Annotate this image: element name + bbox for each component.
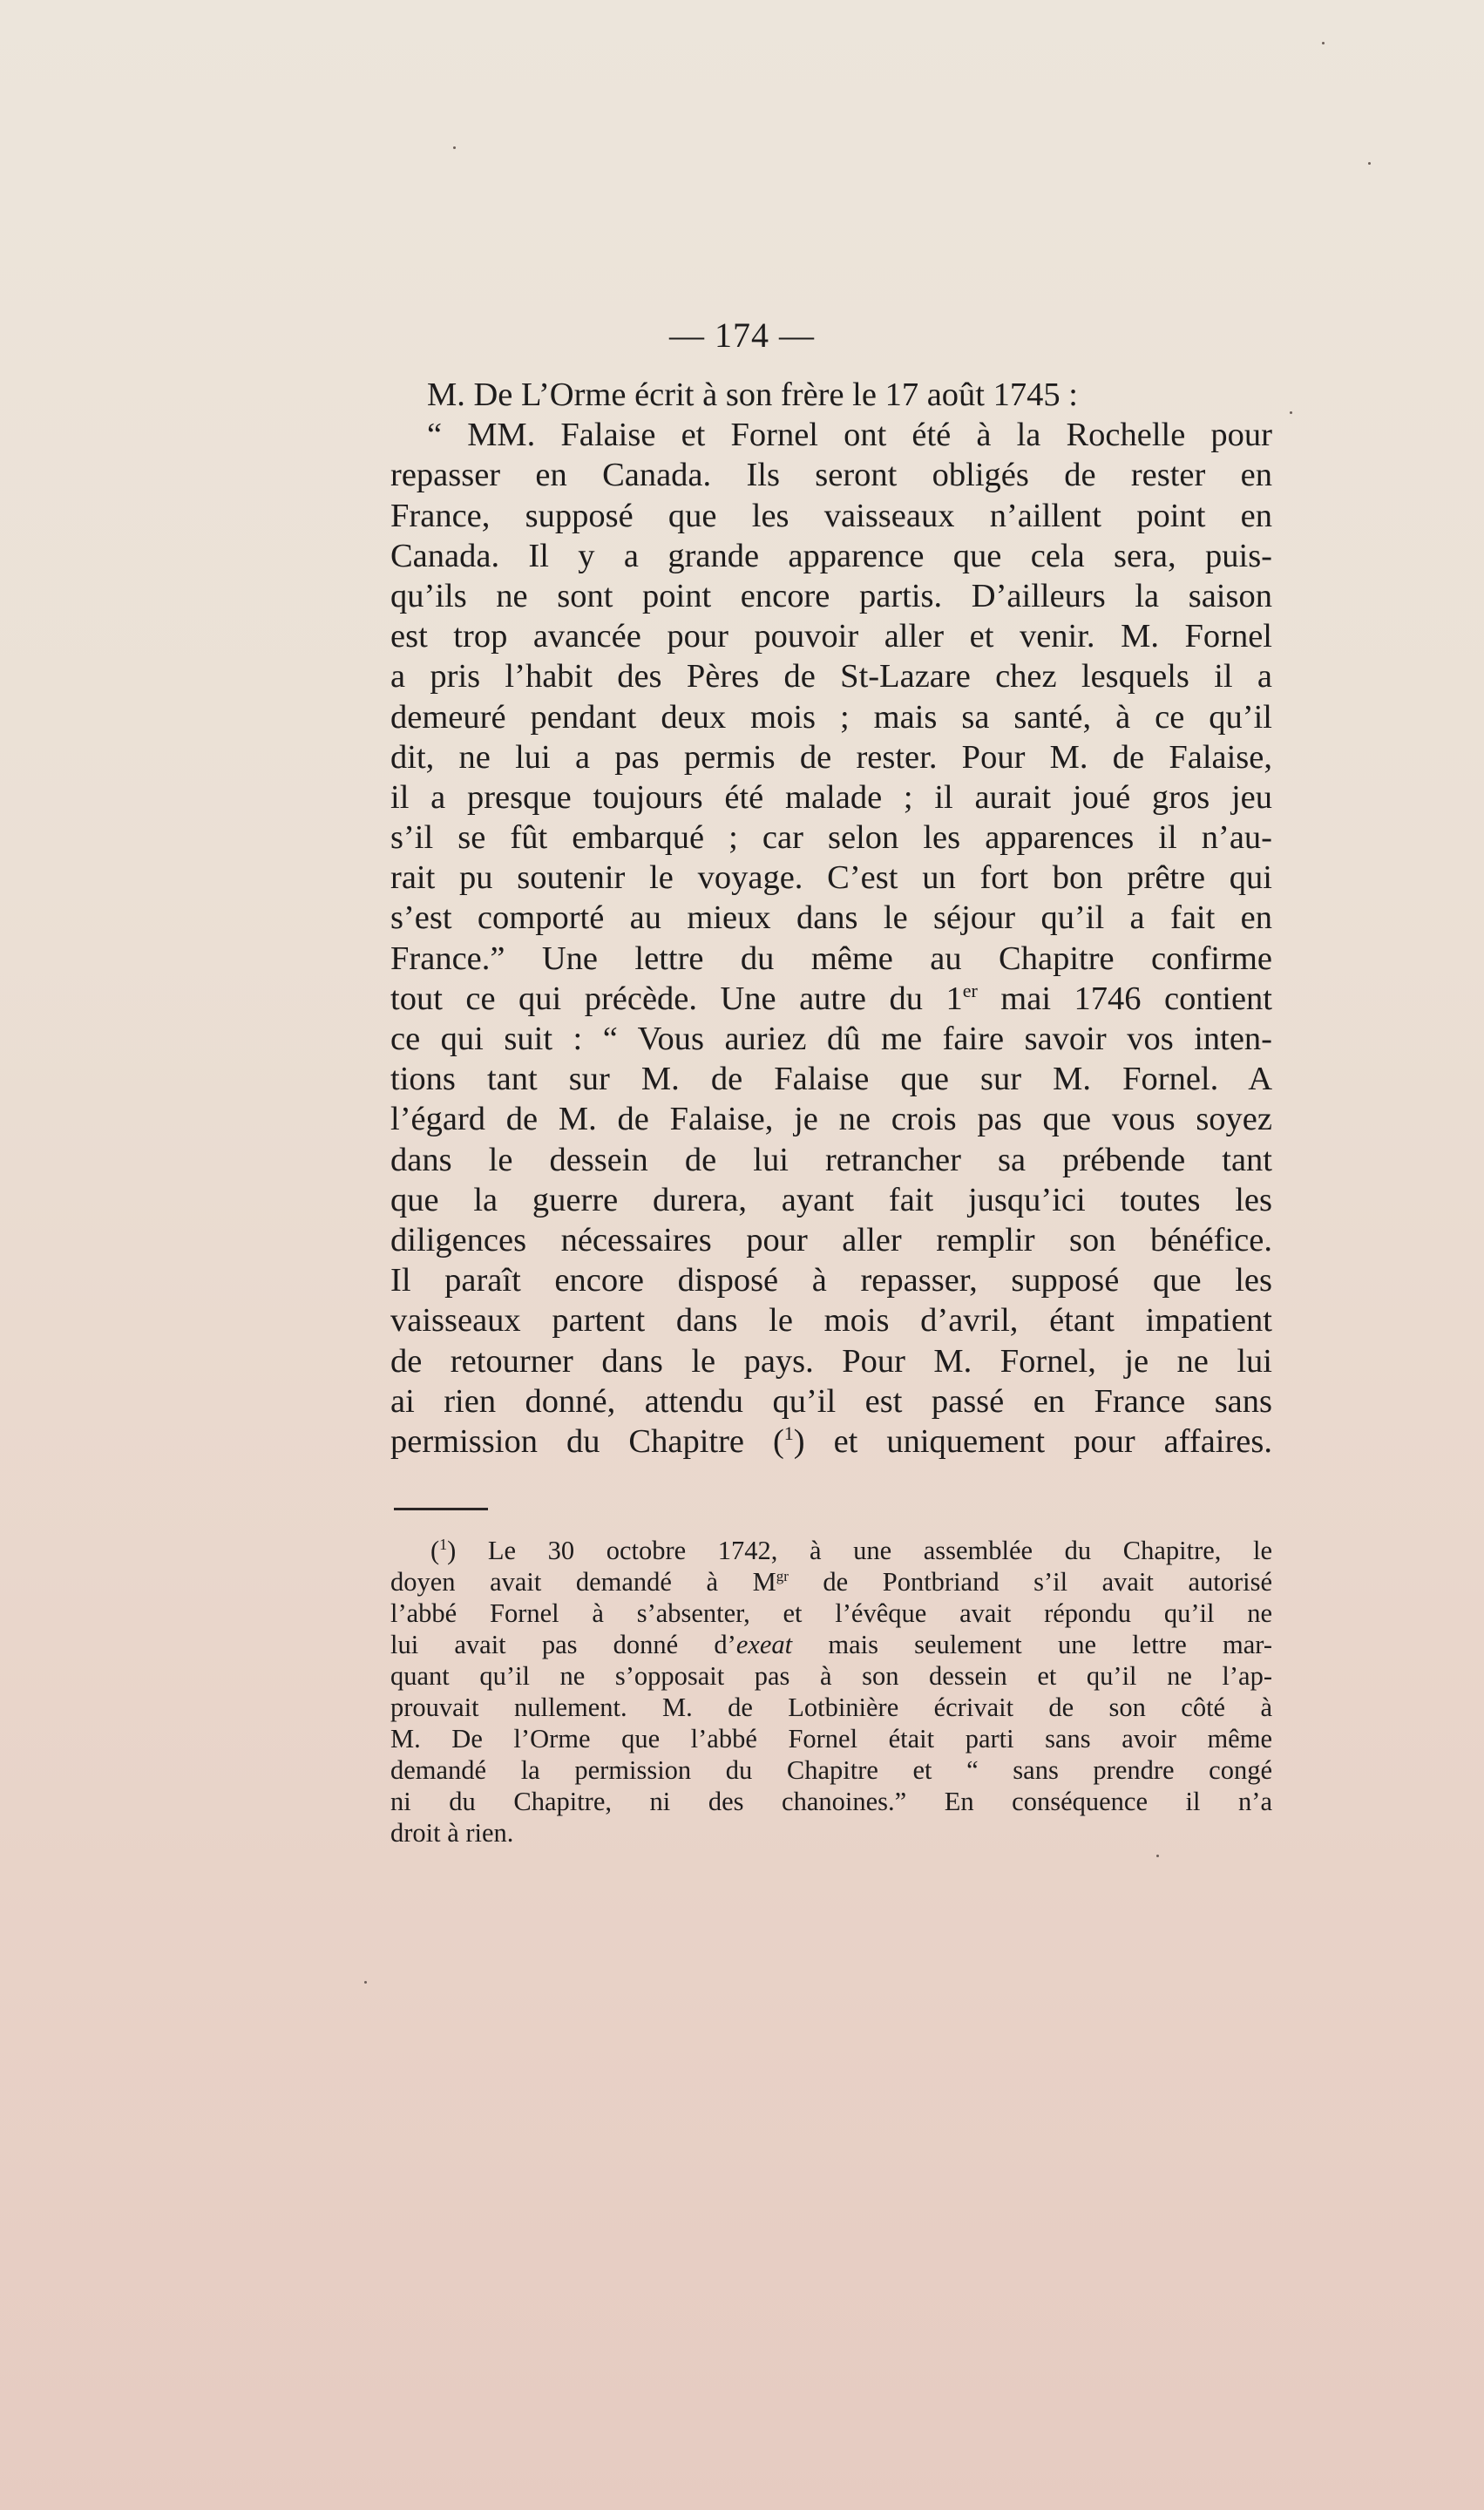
italic-exeat: exeat (735, 1630, 793, 1659)
text-line-18: tions tant sur M. de Falaise que sur M. Fornel. A (390, 1061, 1272, 1098)
paper-speck (453, 146, 456, 149)
footnote-line-2-after: de Pontbriand s’il avait autorisé (788, 1567, 1272, 1597)
footnote-line-1: ($^1$) Le 30 octobre 1742, à une assemblée du Chapitre, le (430, 1535, 1272, 1565)
text-line-27 (390, 1421, 1272, 1462)
text-line-3: repasser en Canada. Ils seront obligés de rester en (390, 457, 1272, 494)
footnote-line-8: demandé la permission du Chapitre et “ sans prendre congé (390, 1755, 1272, 1785)
paper-speck (1290, 411, 1292, 414)
text-line-2: “ MM. Falaise et Fornel ont été à la Rochelle pour (427, 417, 1272, 454)
text-line-8: a pris l’habit des Pères de St-Lazare chez lesquels il a (390, 658, 1272, 695)
footnote-line-4-after: mais seulement une lettre mar- (792, 1630, 1272, 1659)
text-line-9: demeuré pendant deux mois ; mais sa santé, à ce qu’il (390, 698, 1272, 736)
superscript-gr: gr (776, 1567, 789, 1584)
text-line-6: qu’ils ne sont point encore partis. D’ailleurs la saison (390, 577, 1272, 614)
footnote-line-2 (390, 1566, 1272, 1598)
text-line-24: vaisseaux partent dans le mois d’avril, étant impatient (390, 1302, 1272, 1340)
footnote-divider (394, 1508, 488, 1510)
footnote-line-1-text: Le 30 octobre 1742, à une assemblée du Chapitre, le (456, 1536, 1272, 1565)
footnote-line-9: ni du Chapitre, ni des chanoines.” En conséquence il n’a (390, 1787, 1272, 1816)
text-line-20: dans le dessein de lui retrancher sa prébende tant (390, 1141, 1272, 1178)
text-line-10: dit, ne lui a pas permis de rester. Pour M. de Falaise, (390, 738, 1272, 776)
paper-speck (1156, 1855, 1159, 1857)
text-line-21: que la guerre durera, ayant fait jusqu’ici toutes les (390, 1181, 1272, 1218)
text-line-5: Canada. Il y a grande apparence que cela sera, puis- (390, 537, 1272, 574)
text-line-11: il a presque toujours été malade ; il aurait joué gros jeu (390, 778, 1272, 816)
footnote-marker: 1 (439, 1535, 448, 1553)
footnote-line-3: l’abbé Fornel à s’absenter, et l’évêque avait répondu qu’il ne (390, 1598, 1272, 1628)
text-line-1: M. De L’Orme écrit à son frère le 17 août 1745 : (427, 376, 1078, 413)
text-line-26: ai rien donné, attendu qu’il est passé en France sans (390, 1382, 1272, 1420)
text-line-23: Il paraît encore disposé à repasser, supposé que les (390, 1262, 1272, 1299)
superscript-er: er (962, 979, 978, 1001)
text-line-4: France, supposé que les vaisseaux n’aillent point en (390, 497, 1272, 534)
text-line-27-before: permission du Chapitre ( (390, 1422, 784, 1460)
footnote (390, 1535, 1272, 1849)
footnote-line-5: quant qu’il ne s’opposait pas à son dessein et qu’il ne l’ap- (390, 1661, 1272, 1691)
paper-speck (1368, 162, 1371, 165)
text-line-15: France.” Une lettre du même au Chapitre confirme (390, 940, 1272, 977)
footnote-line-10: droit à rien. (390, 1818, 514, 1848)
text-line-16-before: tout ce qui précède. Une autre du 1 (390, 980, 963, 1017)
footnote-line-7: M. De l’Orme que l’abbé Fornel était parti sans avoir même (390, 1724, 1272, 1754)
text-line-25: de retourner dans le pays. Pour M. Fornel, je ne lui (390, 1342, 1272, 1380)
footnote-line-4 (390, 1629, 1272, 1660)
footnote-line-6: prouvait nullement. M. de Lotbinière écrivait de son côté à (390, 1693, 1272, 1722)
text-line-13: rait pu soutenir le voyage. C’est un fort bon prêtre qui (390, 859, 1272, 897)
text-line-14: s’est comporté au mieux dans le séjour qu’il a fait en (390, 899, 1272, 937)
footnote-reference: 1 (783, 1422, 794, 1445)
text-line-27-after: ) et uniquement pour affaires. (793, 1422, 1272, 1460)
footnote-line-4-before: lui avait pas donné d’ (390, 1630, 736, 1659)
text-line-12: s’il se fût embarqué ; car selon les apparences il n’au- (390, 819, 1272, 857)
text-line-7: est trop avancée pour pouvoir aller et venir. M. Fornel (390, 618, 1272, 655)
text-line-16 (390, 979, 1272, 1019)
text-line-22: diligences nécessaires pour aller remplir son bénéfice. (390, 1221, 1272, 1258)
page-number: — 174 — (669, 315, 815, 355)
paper-speck (364, 1981, 367, 1984)
text-line-16-after: mai 1746 contient (977, 980, 1273, 1017)
text-line-19: l’égard de M. de Falaise, je ne crois pas que vous soyez (390, 1101, 1272, 1138)
main-text (390, 375, 1272, 1462)
paper-speck (1322, 42, 1325, 44)
text-line-17: ce qui suit : “ Vous auriez dû me faire savoir vos inten- (390, 1021, 1272, 1057)
footnote-line-2-before: doyen avait demandé à M (390, 1567, 776, 1597)
